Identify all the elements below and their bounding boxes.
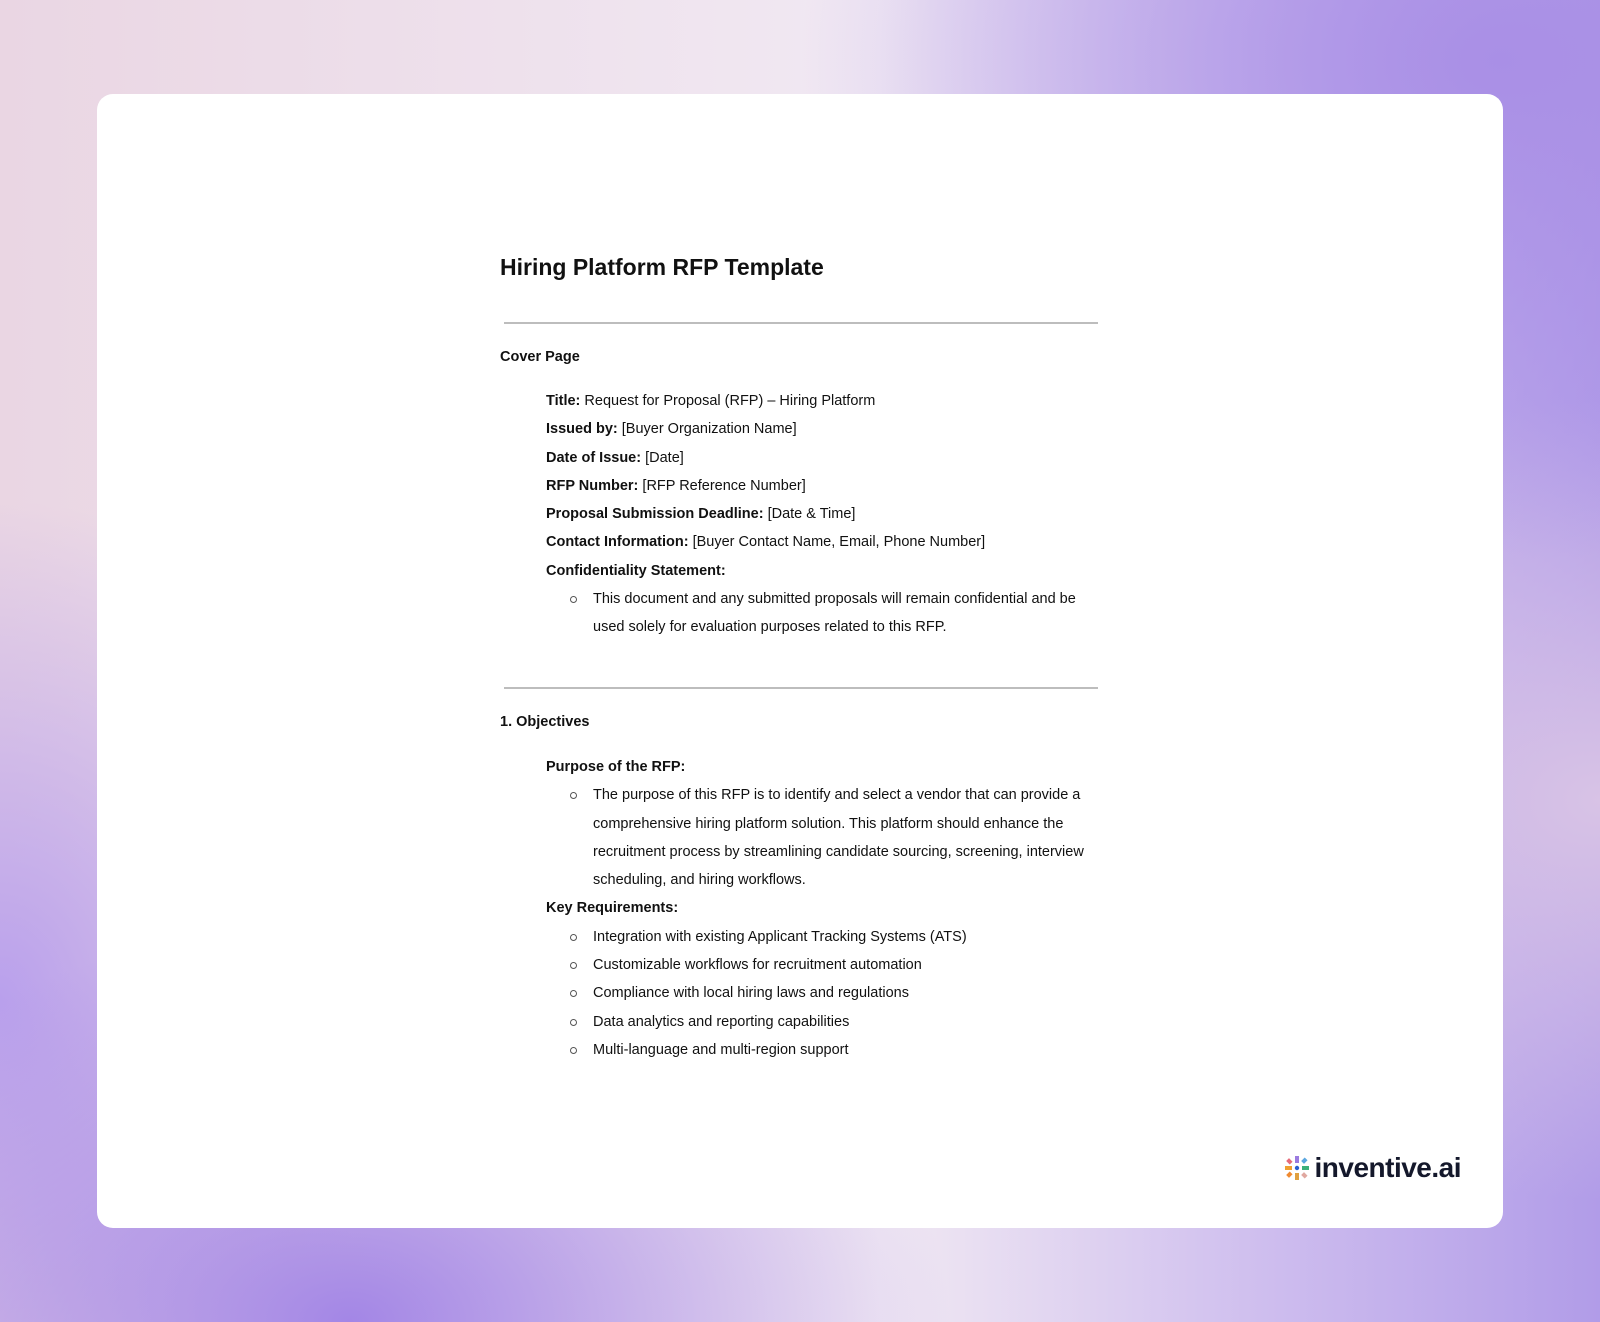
- field-value: [Buyer Organization Name]: [617, 421, 797, 438]
- document-card: [97, 94, 1503, 1228]
- objectives-content: [546, 753, 1106, 1064]
- field-contact: [546, 528, 1106, 556]
- list-item: Multi-language and multi-region support: [546, 1036, 1106, 1064]
- field-label: RFP Number:: [546, 477, 639, 494]
- field-label: Contact Information:: [546, 534, 689, 551]
- brand-name: inventive.ai: [1314, 1152, 1461, 1183]
- field-issued-by: [546, 415, 1106, 443]
- list-item: The purpose of this RFP is to identify and select a vendor that can provide a comprehensive hiring platform solution. This platform should enhance the recruitment process by streamlining candidate sourcing, screening, interview scheduling, and hiring workflows.: [546, 781, 1106, 894]
- field-date: [546, 444, 1106, 472]
- field-deadline: [546, 500, 1106, 528]
- field-rfp-number: [546, 472, 1106, 500]
- field-value: [Date & Time]: [763, 506, 856, 523]
- cover-fields: [546, 387, 1106, 642]
- field-value: [RFP Reference Number]: [638, 477, 806, 494]
- divider: [504, 687, 1098, 689]
- field-value: [Buyer Contact Name, Email, Phone Number]: [688, 534, 986, 551]
- list-item: Customizable workflows for recruitment automation: [546, 951, 1106, 979]
- page-title: Hiring Platform RFP Template: [500, 254, 824, 280]
- list-item: Integration with existing Applicant Tracking Systems (ATS): [546, 923, 1106, 951]
- list-item: This document and any submitted proposals will remain confidential and be used solely for evaluation purposes related to this RFP.: [546, 585, 1106, 642]
- field-label: Proposal Submission Deadline:: [546, 506, 764, 523]
- field-label: Issued by:: [546, 421, 618, 438]
- purpose-label: Purpose of the RFP:: [546, 759, 686, 775]
- field-value: Request for Proposal (RFP) – Hiring Platform: [580, 393, 876, 409]
- requirements-label: Key Requirements:: [546, 900, 679, 917]
- field-confidentiality: [546, 557, 1106, 585]
- field-label: Date of Issue:: [546, 449, 642, 466]
- section-heading-objectives: 1. Objectives: [500, 714, 590, 730]
- field-label: Confidentiality Statement:: [546, 562, 726, 579]
- field-title: [546, 387, 1106, 415]
- field-label: Title:: [546, 393, 581, 409]
- divider: [504, 322, 1098, 324]
- list-item: Compliance with local hiring laws and regulations: [546, 979, 1106, 1007]
- brand-logo: [1284, 1152, 1461, 1184]
- section-heading-cover: Cover Page: [500, 349, 580, 365]
- list-item: Data analytics and reporting capabilities: [546, 1008, 1106, 1036]
- logo-mark-icon: [1284, 1155, 1310, 1181]
- field-value: [Date]: [641, 449, 684, 466]
